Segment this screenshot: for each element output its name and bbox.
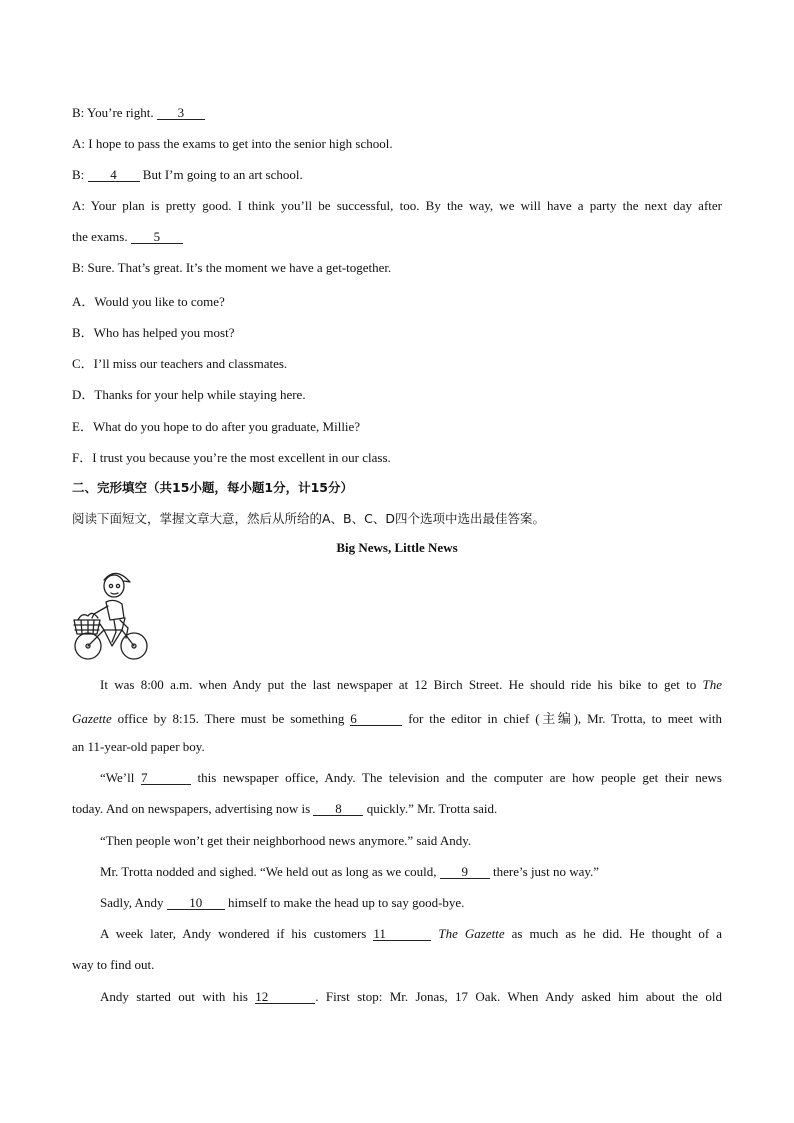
passage-text: there’s just no way.”: [489, 864, 600, 879]
section-heading: 二、完形填空（共15小题，每小题1分，计15分）: [72, 480, 353, 495]
publication-name: The Gazette: [431, 926, 505, 941]
passage-text: A week later, Andy wondered if his customers: [100, 926, 374, 941]
passage-line-5: [72, 801, 497, 817]
passage-line-8: [100, 895, 464, 911]
passage-text: for the editor in chief (主编), Mr. Trotta, to meet with: [402, 711, 722, 726]
option-d: D．Thanks for your help while staying here.: [72, 387, 306, 402]
passage-line-11: [100, 989, 722, 1005]
passage-line-1: [100, 677, 722, 693]
passage-text: “Then people won’t get their neighborhood news anymore.” said Andy.: [100, 833, 472, 848]
dialogue-text: B: Sure. That’s great. It’s the moment we have a get-together.: [72, 260, 392, 275]
dialogue-line-5: [72, 229, 183, 245]
passage-line-2: [72, 708, 722, 727]
passage-line-3: [72, 739, 205, 755]
section-instruction: 阅读下面短文，掌握文章大意，然后从所给的A、B、C、D四个选项中选出最佳答案。: [72, 511, 545, 526]
answer-blank-6: 6: [350, 712, 402, 726]
passage-text: himself to make the head up to say good-bye.: [224, 895, 465, 910]
answer-blank-3: 3: [157, 106, 205, 120]
passage-text: this newspaper office, Andy. The television and the computer are how people get their news: [190, 770, 722, 785]
passage-line-9: [100, 926, 722, 942]
passage-text: It was 8:00 a.m. when Andy put the last newspaper at 12 Birch Street. He should ride his bike to get to: [100, 677, 697, 692]
dialogue-text: the exams.: [72, 229, 131, 244]
answer-blank-10: 10: [167, 896, 225, 910]
passage-text: way to find out.: [72, 957, 155, 972]
answer-blank-9: 9: [440, 865, 490, 879]
passage-text: Sadly, Andy: [100, 895, 167, 910]
publication-name: The: [702, 677, 722, 692]
passage-line-4: [100, 770, 722, 786]
passage-line-10: [72, 957, 154, 973]
dialogue-line-6: [72, 260, 391, 276]
answer-blank-5: 5: [131, 230, 183, 244]
passage-title: Big News, Little News: [336, 540, 458, 555]
dialogue-line-3: [72, 167, 303, 183]
passage-text: quickly.” Mr. Trotta said.: [363, 801, 498, 816]
passage-line-7: [100, 864, 599, 880]
boy-on-bicycle-icon: [70, 568, 152, 664]
passage-text: office by 8:15. There must be something: [111, 711, 351, 726]
dialogue-text: B: You’re right.: [72, 105, 157, 120]
passage-text: an 11-year-old paper boy.: [72, 739, 205, 754]
answer-blank-4: 4: [88, 168, 140, 182]
publication-name: Gazette: [72, 711, 112, 726]
passage-text: . First stop: Mr. Jonas, 17 Oak. When Andy asked him about the old: [315, 989, 722, 1004]
passage-text: Andy started out with his: [100, 989, 256, 1004]
passage-line-6: [100, 833, 471, 849]
dialogue-text: B:: [72, 167, 88, 182]
option-e: E．What do you hope to do after you graduate, Millie?: [72, 419, 361, 434]
answer-blank-12: 12: [255, 990, 315, 1004]
option-b: B．Who has helped you most?: [72, 325, 235, 340]
dialogue-text: A: I hope to pass the exams to get into the senior high school.: [72, 136, 393, 151]
option-c: C．I’ll miss our teachers and classmates.: [72, 356, 288, 371]
passage-text: as much as he did. He thought of a: [504, 926, 722, 941]
answer-blank-8: 8: [313, 802, 363, 816]
option-f: F．I trust you because you’re the most excellent in our class.: [72, 450, 391, 465]
passage-text: today. And on newspapers, advertising now is: [72, 801, 314, 816]
dialogue-line-2: [72, 136, 393, 152]
answer-blank-11: 11: [373, 927, 431, 941]
dialogue-text: A: Your plan is pretty good. I think you’ll be successful, too. By the way, we will have a party the next day after: [72, 198, 722, 213]
dialogue-line-1: [72, 105, 205, 121]
option-a: A．Would you like to come?: [72, 294, 225, 309]
answer-blank-7: 7: [141, 771, 191, 785]
passage-text: Mr. Trotta nodded and sighed. “We held out as long as we could,: [100, 864, 440, 879]
dialogue-line-4: [72, 198, 722, 214]
passage-text: “We’ll: [100, 770, 141, 785]
dialogue-text: But I’m going to an art school.: [139, 167, 303, 182]
